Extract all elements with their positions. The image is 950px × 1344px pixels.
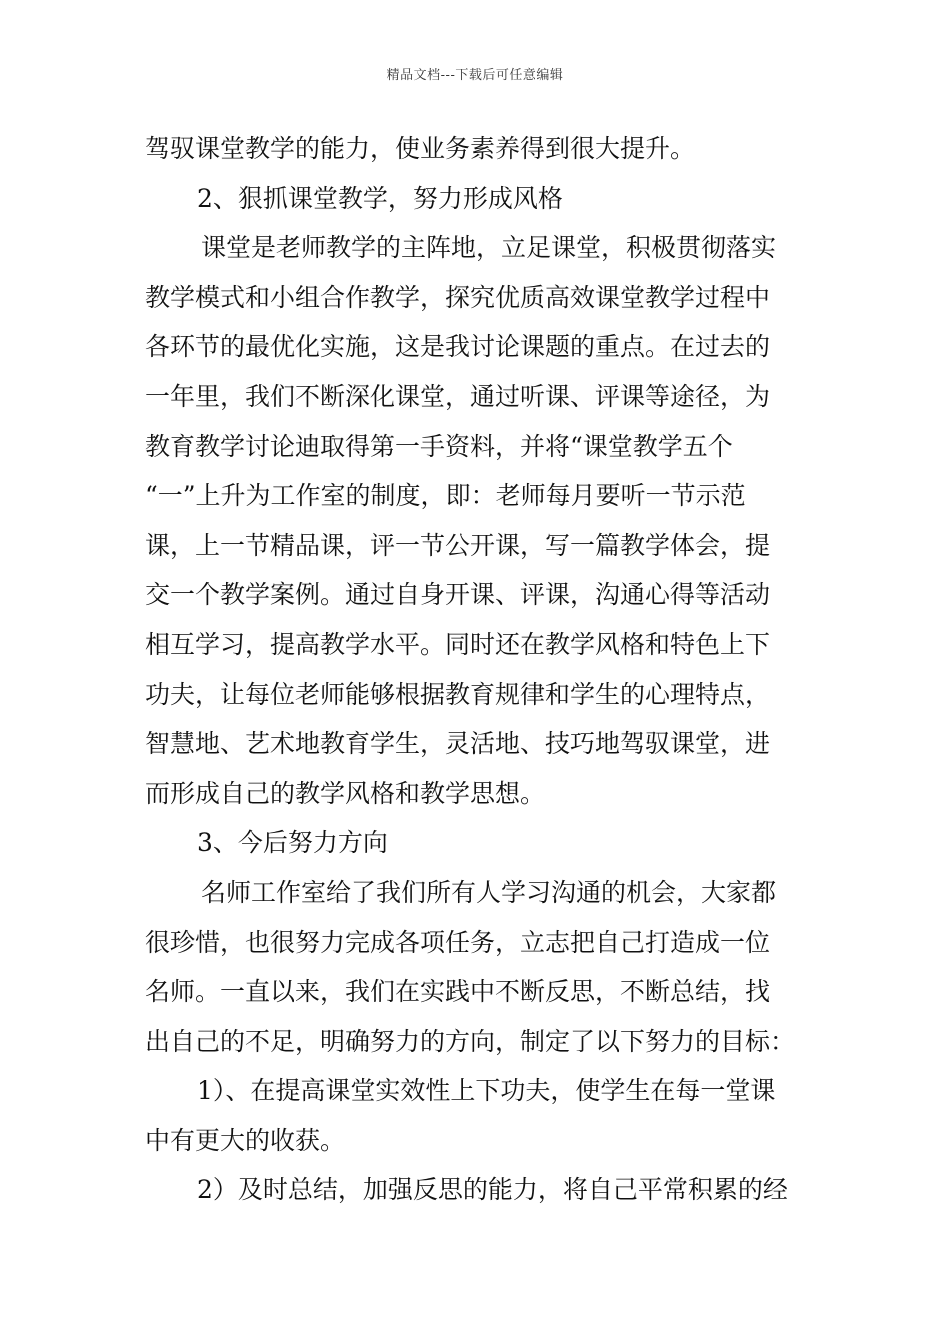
text-line: 课，上一节精品课，评一节公开课，写一篇教学体会，提 [145,530,771,560]
text-line: 交一个教学案例。通过自身开课、评课，沟通心得等活动 [145,580,771,610]
text-line: 各环节的最优化实施，这是我讨论课题的重点。在过去的 [145,332,771,362]
text-line: 一年里，我们不断深化课堂，通过听课、评课等途径，为 [145,381,771,411]
paragraph-first-line: 课堂是老师教学的主阵地，立足课堂，积极贯彻落实 [201,233,777,263]
text-line: 功夫，让每位老师能够根据教育规律和学生的心理特点， [145,679,771,709]
text-line: 出自己的不足，明确努力的方向，制定了以下努力的目标： [145,1026,796,1056]
text-line: “一”上升为工作室的制度，即：老师每月要听一节示范 [145,481,746,511]
list-item-first-line: 1）、在提高课堂实效性上下功夫，使学生在每一堂课 [197,1076,776,1106]
page-header: 精品文档---下载后可任意编辑 [386,68,564,83]
text-line: 驾驭课堂教学的能力，使业务素养得到很大提升。 [145,134,696,163]
text-line: 很珍惜，也很努力完成各项任务，立志把自己打造成一位 [145,927,771,957]
section-heading: 3、今后努力方向 [197,828,388,858]
list-item-first-line: 2）及时总结，加强反思的能力，将自己平常积累的经 [197,1175,788,1205]
text-line: 相互学习，提高教学水平。同时还在教学风格和特色上下 [145,629,771,659]
document-body [145,124,815,1215]
section-heading: 2、狠抓课堂教学，努力形成风格 [197,183,563,213]
text-line: 中有更大的收获。 [145,1125,346,1155]
text-line: 教育教学讨论迪取得第一手资料，并将“课堂教学五个 [145,431,733,461]
text-line: 教学模式和小组合作教学，探究优质高效课堂教学过程中 [145,282,771,312]
paragraph-first-line: 名师工作室给了我们所有人学习沟通的机会，大家都 [201,877,777,907]
text-line: 智慧地、艺术地教育学生，灵活地、技巧地驾驭课堂，进 [145,729,771,759]
text-line: 而形成自己的教学风格和教学思想。 [145,778,546,808]
text-line: 名师。一直以来，我们在实践中不断反思，不断总结，找 [145,977,771,1007]
